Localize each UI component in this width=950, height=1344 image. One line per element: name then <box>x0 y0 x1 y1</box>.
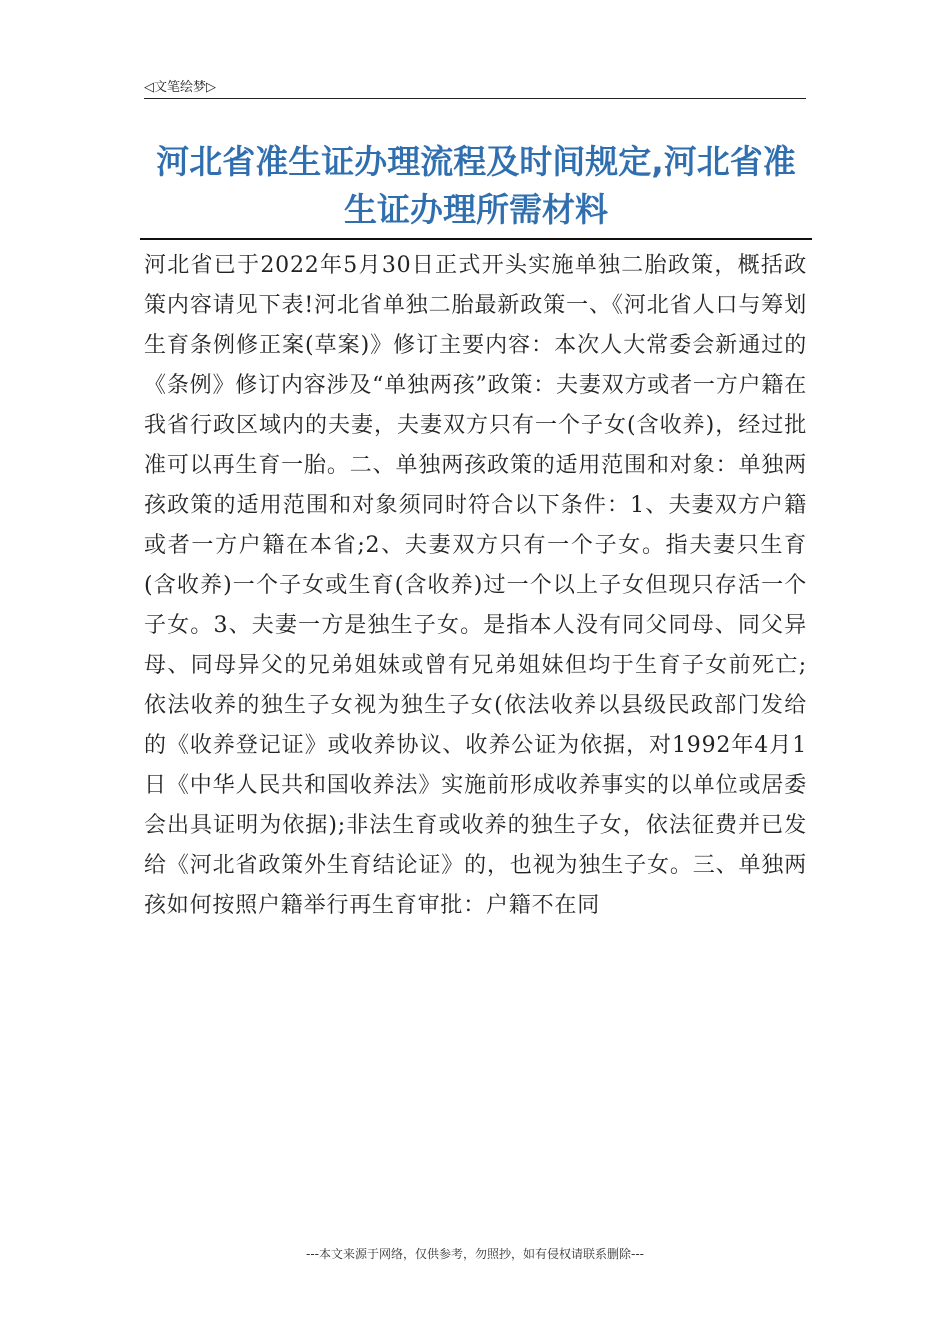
page-header <box>144 72 806 99</box>
title-divider <box>140 238 812 240</box>
body-paragraph: 河北省已于2022年5月30日正式开头实施单独二胎政策，概括政策内容请见下表!河北省单独二胎最新政策一、《河北省人口与筹划生育条例修正案(草案)》修订主要内容：本次人大常委会新通过的《条例》修订内容涉及“单独两孩”政策：夫妻双方或者一方户籍在我省行政区域内的夫妻，夫妻双方只有一个子女(含收养)，经过批准可以再生育一胎。二、单独两孩政策的适用范围和对象：单独两孩政策的适用范围和对象须同时符合以下条件：1、夫妻双方户籍或者一方户籍在本省;2、夫妻双方只有一个子女。指夫妻只生育(含收养)一个子女或生育(含收养)过一个以上子女但现只存活一个子女。3、夫妻一方是独生子女。是指本人没有同父同母、同父异母、同母异父的兄弟姐妹或曾有兄弟姐妹但均于生育子女前死亡;依法收养的独生子女视为独生子女(依法收养以县级民政部门发给的《收养登记证》或收养协议、收养公证为依据，对1992年4月1日《中华人民共和国收养法》实施前形成收养事实的以单位或居委会出具证明为依据);非法生育或收养的独生子女，依法征费并已发给《河北省政策外生育结论证》的，也视为独生子女。三、单独两孩如何按照户籍举行再生育审批：户籍不在同 <box>144 253 807 918</box>
header-brand: ◁文笔绘梦▷ <box>144 80 216 95</box>
document-title: 河北省准生证办理流程及时间规定,河北省准生证办理所需材料 <box>156 142 796 229</box>
page-footer: ---本文来源于网络，仅供参考，勿照抄，如有侵权请联系删除--- <box>306 1247 644 1261</box>
